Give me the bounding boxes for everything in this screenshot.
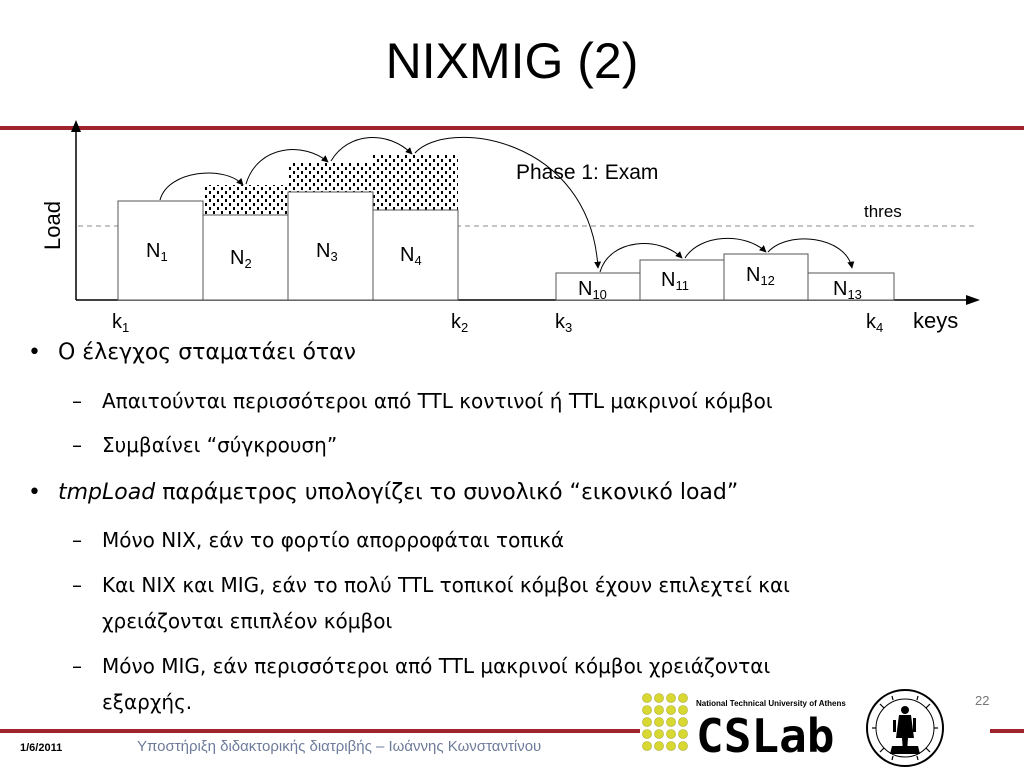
node-label-n1: $N_1$ xyxy=(146,240,168,264)
key-label-k4: $k_4$ xyxy=(866,311,884,335)
ntua-seal xyxy=(862,688,948,768)
node-label-n2: $N_2$ xyxy=(230,247,252,271)
bullet-2-text: παράμετρος υπολογίζει το συνολικό “εικονικό load” xyxy=(162,480,739,505)
bullet-1: • Ο έλεγχος σταματάει όταν xyxy=(28,340,356,365)
y-axis-arrow xyxy=(71,120,81,132)
logo-subtitle: National Technical University of Athens xyxy=(696,699,846,708)
x-axis-label: keys xyxy=(913,308,959,333)
sub-bullet-2-1: – Μόνο NIX, εάν το φορτίο απορροφάται τοπικά xyxy=(72,528,565,552)
key-label-k1: $k_1$ xyxy=(112,311,130,335)
node-label-n10: $N_{10}$ xyxy=(578,278,607,302)
node-label-n12: $N_{12}$ xyxy=(746,264,775,288)
sub-bullet-1-2: – Συμβαίνει “σύγκρουση” xyxy=(72,433,338,457)
virtual-load-n2 xyxy=(203,185,288,215)
key-label-k2: $k_2$ xyxy=(451,311,469,335)
node-box-n3 xyxy=(288,192,373,300)
sub-bullet-text: χρειάζονται επιπλέον κόμβοι xyxy=(102,609,393,633)
x-axis-arrow xyxy=(966,295,980,305)
sub-bullet-1-1: – Απαιτούνται περισσότεροι από TTL κοντινοί ή TTL μακρινοί κόμβοι xyxy=(72,389,773,413)
node-label-n13: $N_{13}$ xyxy=(833,278,862,302)
sub-bullet-text: Απαιτούνται περισσότεροι από TTL κοντινοί ή TTL μακρινοί κόμβοι xyxy=(102,389,773,413)
sub-bullet-text: Συμβαίνει “σύγκρουση” xyxy=(102,433,338,457)
sub-bullet-text: Μόνο NIX, εάν το φορτίο απορροφάται τοπικά xyxy=(102,528,565,552)
bullet-2: • tmpLoad παράμετρος υπολογίζει το συνολικό “εικονικό load” xyxy=(28,480,739,505)
y-axis-label: Load xyxy=(40,201,65,250)
slide-title: NIXMIG (2) xyxy=(385,33,639,89)
footer-rule-right xyxy=(990,729,1024,733)
sub-bullet-2-2-cont xyxy=(102,603,392,639)
logo-text: CSLab xyxy=(696,709,835,760)
node-label-n3: $N_3$ xyxy=(316,240,338,264)
threshold-label: thres xyxy=(864,202,902,221)
load-diagram xyxy=(0,118,1000,340)
footer-rule-left xyxy=(0,729,640,733)
footer-text: Υποστήριξη διδακτορικής διατριβής – Ιωάννης Κωνσταντίνου xyxy=(137,738,542,755)
sub-bullet-2-3: – Μόνο MIG, εάν περισσότεροι από TTL μακρινοί κόμβοι χρειάζονται xyxy=(72,654,771,678)
bullet-1-text: Ο έλεγχος σταματάει όταν xyxy=(58,340,356,365)
cslab-logo xyxy=(640,690,855,760)
bullet-2-italic: tmpLoad xyxy=(58,480,156,505)
page-number: 22 xyxy=(975,693,990,708)
sub-bullet-text: Και NIX και MIG, εάν το πολύ TTL τοπικοί κόμβοι έχουν επιλεχτεί και xyxy=(102,573,790,597)
phase-label: Phase 1: Exam xyxy=(516,161,659,184)
node-label-n4: $N_4$ xyxy=(400,244,422,268)
sub-bullet-2-3-cont xyxy=(102,684,192,720)
sub-bullet-text: Μόνο MIG, εάν περισσότεροι από TTL μακρινοί κόμβοι χρειάζονται xyxy=(102,654,771,678)
virtual-load-n4 xyxy=(373,154,458,210)
footer-date: 1/6/2011 xyxy=(20,742,63,754)
sub-bullet-2-2: – Και NIX και MIG, εάν το πολύ TTL τοπικοί κόμβοι έχουν επιλεχτεί και xyxy=(72,573,790,597)
sub-bullet-text: εξαρχής. xyxy=(102,690,193,714)
node-label-n11: $N_{11}$ xyxy=(661,269,689,293)
virtual-load-n3 xyxy=(288,162,373,192)
key-label-k3: $k_3$ xyxy=(555,311,573,335)
